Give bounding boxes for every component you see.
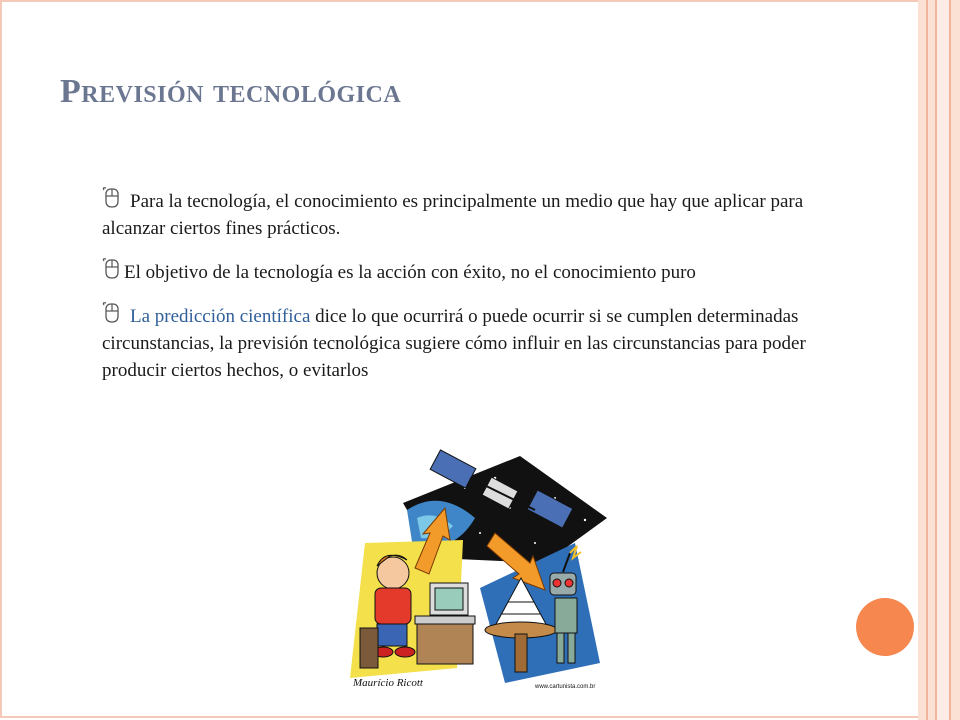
signature: Maurício Ricott xyxy=(353,677,423,689)
bullet-text-3: dice lo que ocurrirá o puede ocurrir si se cumplen determinadas circunstancias, la previsión tecnológica sugiere cómo influir en las circunstancias para poder producir ciertos hechos, o evitarlos xyxy=(102,306,806,381)
bullet-item-3 xyxy=(102,302,862,384)
decorative-orange-circle xyxy=(856,598,914,656)
bullet-item-2 xyxy=(102,258,862,286)
bullet-list xyxy=(102,187,862,400)
bullet-item-1 xyxy=(102,187,862,242)
cartoon-satellite-computer-robot xyxy=(345,448,620,693)
bullet-text-1: Para la tecnología, el conocimiento es principalmente un medio que hay que aplicar para alcanzar ciertos fines prácticos. xyxy=(102,191,804,239)
decorative-stripes xyxy=(918,0,960,720)
bullet-text-2: El objetivo de la tecnología es la acción con éxito, no el conocimiento puro xyxy=(124,262,696,283)
slide-title: Previsión tecnológica xyxy=(60,73,402,110)
mouse-cursor-icon xyxy=(102,302,122,324)
bullet-highlight-3: La predicción científica xyxy=(130,306,311,327)
mouse-cursor-icon xyxy=(102,258,122,280)
mouse-cursor-icon xyxy=(102,187,122,209)
credit-text: www.cartunista.com.br xyxy=(535,684,596,690)
